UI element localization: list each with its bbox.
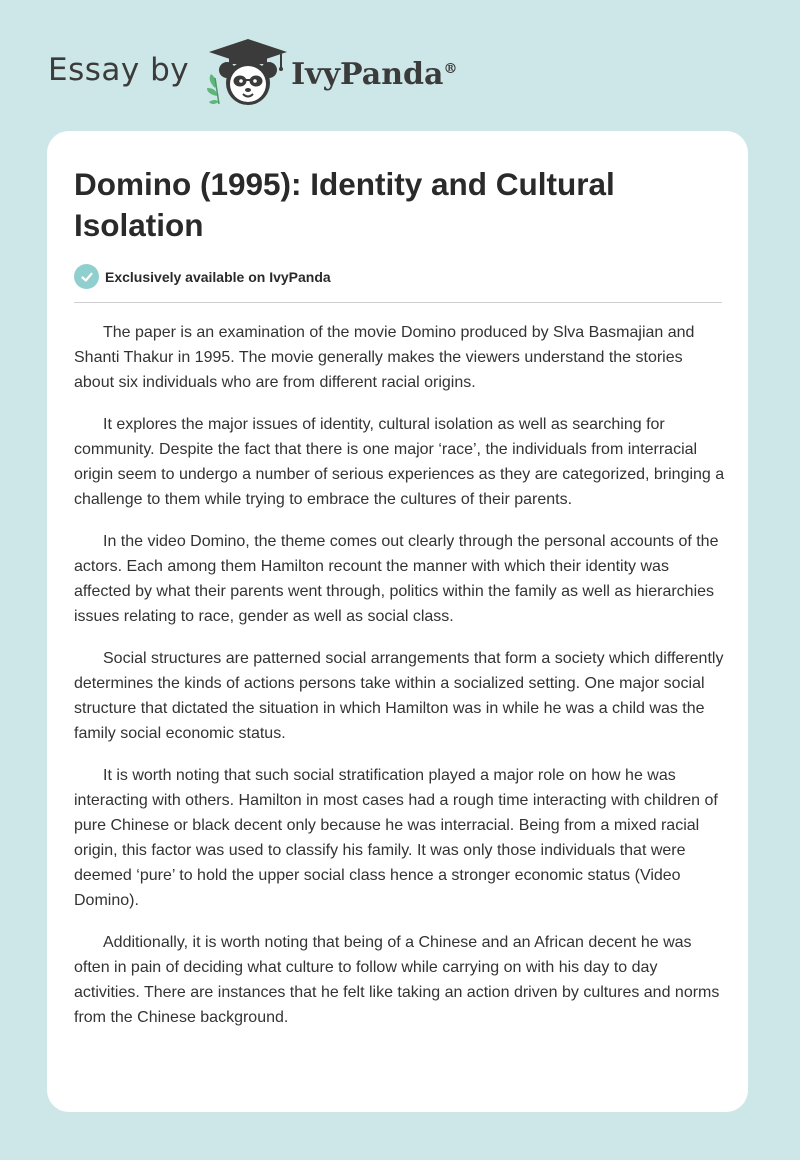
- paragraph: It is worth noting that such social stratification played a major role on how he was interacting with others. Hamilton in most cases had a rough time interacting with children of pure Chinese or black decent only because he was interracial. Being from a mixed racial origin, this factor was used to classify his family. It was only those individuals that were deemed ‘pure’ to hold the upper social class hence a stronger economic status (Video Domino).: [74, 767, 718, 909]
- page-title: Domino (1995): Identity and Cultural Isolation: [74, 166, 615, 243]
- exclusive-badge-text: Exclusively available on IvyPanda: [105, 268, 331, 285]
- exclusive-badge: [74, 264, 331, 289]
- check-circle-icon: [74, 264, 99, 289]
- paragraph: Additionally, it is worth noting that being of a Chinese and an African decent he was often in pain of deciding what culture to follow while carrying on with his day to day activities. There are instances that he felt like taking an action driven by cultures and norms from the Chinese background.: [74, 934, 720, 1026]
- paragraph: In the video Domino, the theme comes out clearly through the personal accounts of the actors. Each among them Hamilton recount the manner with which their identity was affected by what their parents went through, politics within the family as well as hierarchies issues relating to race, gender as well as social class.: [74, 533, 719, 625]
- brand-essay-by: Essay by: [48, 52, 190, 88]
- brand-name[interactable]: [291, 57, 457, 92]
- divider: [74, 302, 722, 303]
- paragraph: It explores the major issues of identity, cultural isolation as well as searching for community. Despite the fact that there is one major ‘race’, the individuals from interracial origin seem to undergo a number of serious experiences as they are categorized, bringing a challenge to them while trying to embrace the cultures of their parents.: [74, 416, 725, 508]
- essay-card: [47, 131, 748, 1112]
- brand-name-text: IvyPanda: [291, 56, 444, 92]
- panda-logo-icon[interactable]: [203, 36, 289, 108]
- essay-body: [74, 320, 726, 1047]
- brand-header: [48, 36, 457, 108]
- paragraph: The paper is an examination of the movie Domino produced by Slva Basmajian and Shanti Thakur in 1995. The movie generally makes the viewers understand the stories about six individuals who are from different racial origins.: [74, 324, 695, 391]
- paragraph: Social structures are patterned social arrangements that form a society which differently determines the kinds of actions persons take within a socialized setting. One major social structure that dictated the situation in which Hamilton was in while he was a child was the family social economic status.: [74, 650, 724, 742]
- registered-mark: ®: [443, 60, 458, 77]
